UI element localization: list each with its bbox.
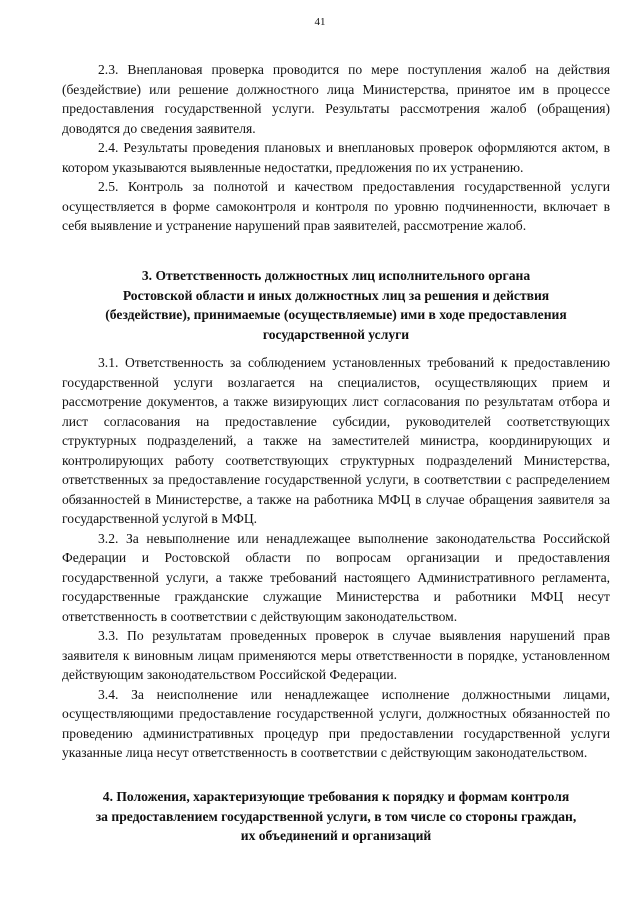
section-3-heading-line: 3. Ответственность должностных лиц исполнительного органа [141, 268, 531, 283]
section-3-heading-line: Ростовской области и иных должностных лиц за решения и действия [122, 287, 550, 303]
section-4-heading [62, 787, 610, 846]
page-number: 41 [314, 16, 326, 28]
section-2-text [62, 60, 610, 236]
section-4-heading-line: за предоставлением государственной услуги, в том числе со стороны граждан, [95, 808, 577, 824]
paragraph-2-4: 2.4. Результаты проведения плановых и внеплановых проверок оформляются актом, в котором указываются выявленные недостатки, предложения по их устранению. [62, 140, 610, 175]
paragraph-3-2: 3.2. За невыполнение или ненадлежащее выполнение законодательства Российской Федерации и Ростовской области по вопросам организации и предоставления государственной услуги, а также требований настоящего Административного регламента, государственные гражданские служащие Министерства и работники МФЦ несут ответственность в соответствии с действующим законодательством. [62, 530, 610, 624]
paragraph-3-3: 3.3. По результатам проведенных проверок в случае выявления нарушений прав заявителя к виновным лицам применяются меры ответственности в порядке, установленном действующим законодательством Российской Федерации. [62, 628, 610, 682]
section-3-heading-line: (бездействие), принимаемые (осуществляемые) ими в ходе предоставления [105, 307, 567, 322]
paragraph-2-5: 2.5. Контроль за полнотой и качеством предоставления государственной услуги осуществляется в форме самоконтроля и контроля по уровню подчиненности, включает в себя выявление и устранение нарушений прав заявителей, рассмотрение жалоб. [62, 179, 610, 233]
section-3-heading-line: государственной услуги [262, 326, 410, 342]
paragraph-3-4: 3.4. За неисполнение или ненадлежащее исполнение должностными лицами, осуществляющими предоставление государственной услуги, должностных обязанностей по проведению административных процедур при предоставлении государственной услуги указанные лица несут ответственность в соответствии с действующим законодательством. [62, 686, 610, 760]
paragraph-2-3: 2.3. Внеплановая проверка проводится по мере поступления жалоб на действия (бездействие) или решение должностного лица Министерства, принятое им в процессе предоставления государственной услуги. Результаты рассмотрения жалоб (обращения) доводятся до сведения заявителя. [62, 62, 610, 136]
section-4-heading-line: их объединений и организаций [240, 828, 432, 843]
section-3-heading [62, 266, 610, 344]
section-4-heading-line: 4. Положения, характеризующие требования к порядку и формам контроля [102, 789, 570, 804]
section-3-text [62, 353, 610, 763]
paragraph-3-1: 3.1. Ответственность за соблюдением установленных требований к предоставлению государственной услуги возлагается на специалистов, осуществляющих прием и рассмотрение документов, а также визирующих лист согласования по результатам отбора и лист согласования на предоставление субсидии, руководителей соответствующих структурных подразделений, а также на заместителей министра, координирующих и контролирующих работу соответствующих структурных подразделений Министерства, ответственных за предоставление государственной услуги, в соответствии с распределением обязанностей в Министерстве, а также на работника МФЦ в случае обращения заявителя за государственной услугой в МФЦ. [62, 355, 610, 526]
